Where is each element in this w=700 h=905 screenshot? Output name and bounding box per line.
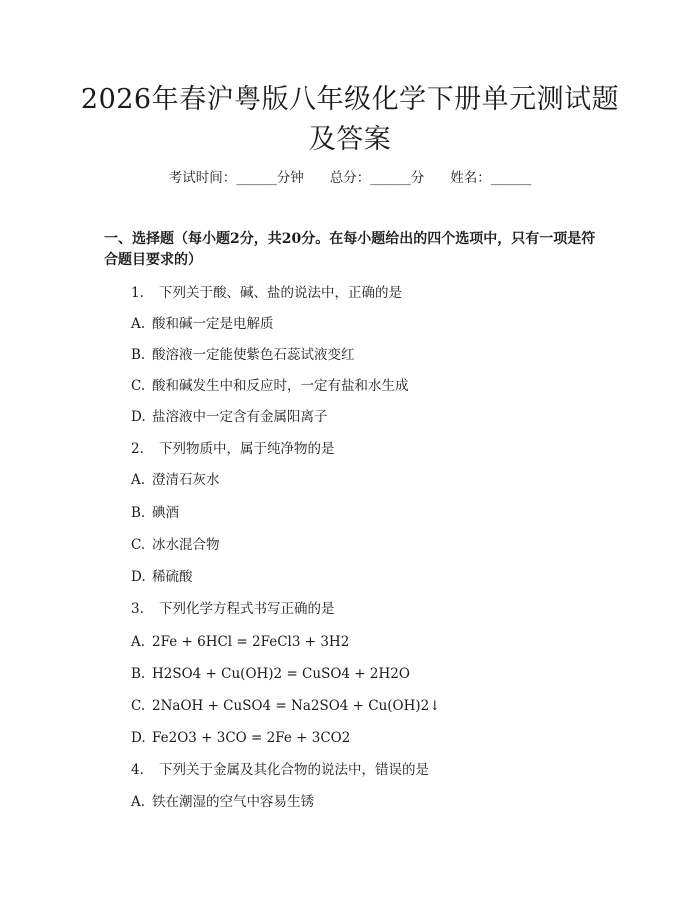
option-label: A. bbox=[131, 472, 146, 488]
option-text: 冰水混合物 bbox=[152, 537, 220, 553]
option-label: C. bbox=[131, 378, 146, 394]
option-label: B. bbox=[131, 666, 146, 682]
score-unit: 分 bbox=[410, 170, 425, 186]
option-item bbox=[131, 696, 441, 716]
option-label: B. bbox=[131, 505, 146, 521]
option-item bbox=[131, 664, 410, 684]
option-text: 酸溶液一定能使紫色石蕊试液变红 bbox=[152, 347, 355, 363]
option-item bbox=[131, 470, 220, 490]
option-item bbox=[131, 728, 350, 748]
option-label: A. bbox=[131, 634, 146, 650]
question-number: 4. bbox=[131, 762, 144, 778]
question-text: 下列关于酸、碱、盐的说法中，正确的是 bbox=[159, 285, 402, 301]
question-text: 下列物质中，属于纯净物的是 bbox=[159, 441, 335, 457]
score-label: 总分： bbox=[329, 170, 371, 186]
question-stem bbox=[131, 599, 335, 619]
option-item bbox=[131, 567, 193, 587]
option-item bbox=[131, 345, 355, 365]
option-text: 2NaOH + CuSO4 = Na2SO4 + Cu(OH)2↓ bbox=[152, 698, 441, 714]
time-blank: ______ bbox=[236, 170, 277, 186]
option-label: D. bbox=[131, 409, 146, 425]
option-text: 铁在潮湿的空气中容易生锈 bbox=[152, 794, 314, 810]
option-label: A. bbox=[131, 794, 146, 810]
question-text: 下列关于金属及其化合物的说法中，错误的是 bbox=[159, 762, 429, 778]
option-text: 澄清石灰水 bbox=[152, 472, 220, 488]
option-label: C. bbox=[131, 537, 146, 553]
option-label: D. bbox=[131, 569, 146, 585]
name-label: 姓名： bbox=[450, 170, 491, 186]
section-title: 一、选择题（每小题2分，共20分。在每小题给出的四个选项中，只有一项是符合题目要求的） bbox=[104, 231, 596, 268]
option-label: D. bbox=[131, 730, 146, 746]
score-blank: ______ bbox=[370, 170, 411, 186]
page-title-line1: 2026年春沪粤版八年级化学下册单元测试题 bbox=[80, 84, 620, 115]
option-label: B. bbox=[131, 347, 146, 363]
option-text: 酸和碱一定是电解质 bbox=[152, 316, 274, 332]
question-stem bbox=[131, 760, 429, 780]
question-number: 1. bbox=[131, 285, 144, 301]
option-text: 碘酒 bbox=[152, 505, 179, 521]
option-text: Fe2O3 + 3CO = 2Fe + 3CO2 bbox=[152, 730, 351, 746]
exam-meta bbox=[0, 168, 700, 188]
option-text: 2Fe + 6HCl = 2FeCl3 + 3H2 bbox=[152, 634, 350, 650]
option-item bbox=[131, 632, 349, 652]
time-label: 考试时间： bbox=[168, 170, 237, 186]
option-text: 稀硫酸 bbox=[152, 569, 193, 585]
option-item bbox=[131, 376, 409, 396]
option-item bbox=[131, 503, 179, 523]
question-stem bbox=[131, 439, 335, 459]
option-text: 酸和碱发生中和反应时，一定有盐和水生成 bbox=[152, 378, 409, 394]
question-number: 3. bbox=[131, 601, 144, 617]
option-label: A. bbox=[131, 316, 146, 332]
option-item bbox=[131, 314, 274, 334]
option-text: H2SO4 + Cu(OH)2 = CuSO4 + 2H2O bbox=[152, 666, 410, 682]
question-stem bbox=[131, 283, 402, 303]
question-number: 2. bbox=[131, 441, 144, 457]
time-unit: 分钟 bbox=[276, 170, 304, 186]
option-item bbox=[131, 407, 328, 427]
question-text: 下列化学方程式书写正确的是 bbox=[159, 601, 335, 617]
page-title-line2: 及答案 bbox=[308, 124, 392, 155]
option-label: C. bbox=[131, 698, 146, 714]
option-item bbox=[131, 792, 314, 812]
option-text: 盐溶液中一定含有金属阳离子 bbox=[152, 409, 328, 425]
name-blank: ______ bbox=[490, 170, 532, 186]
option-item bbox=[131, 535, 220, 555]
